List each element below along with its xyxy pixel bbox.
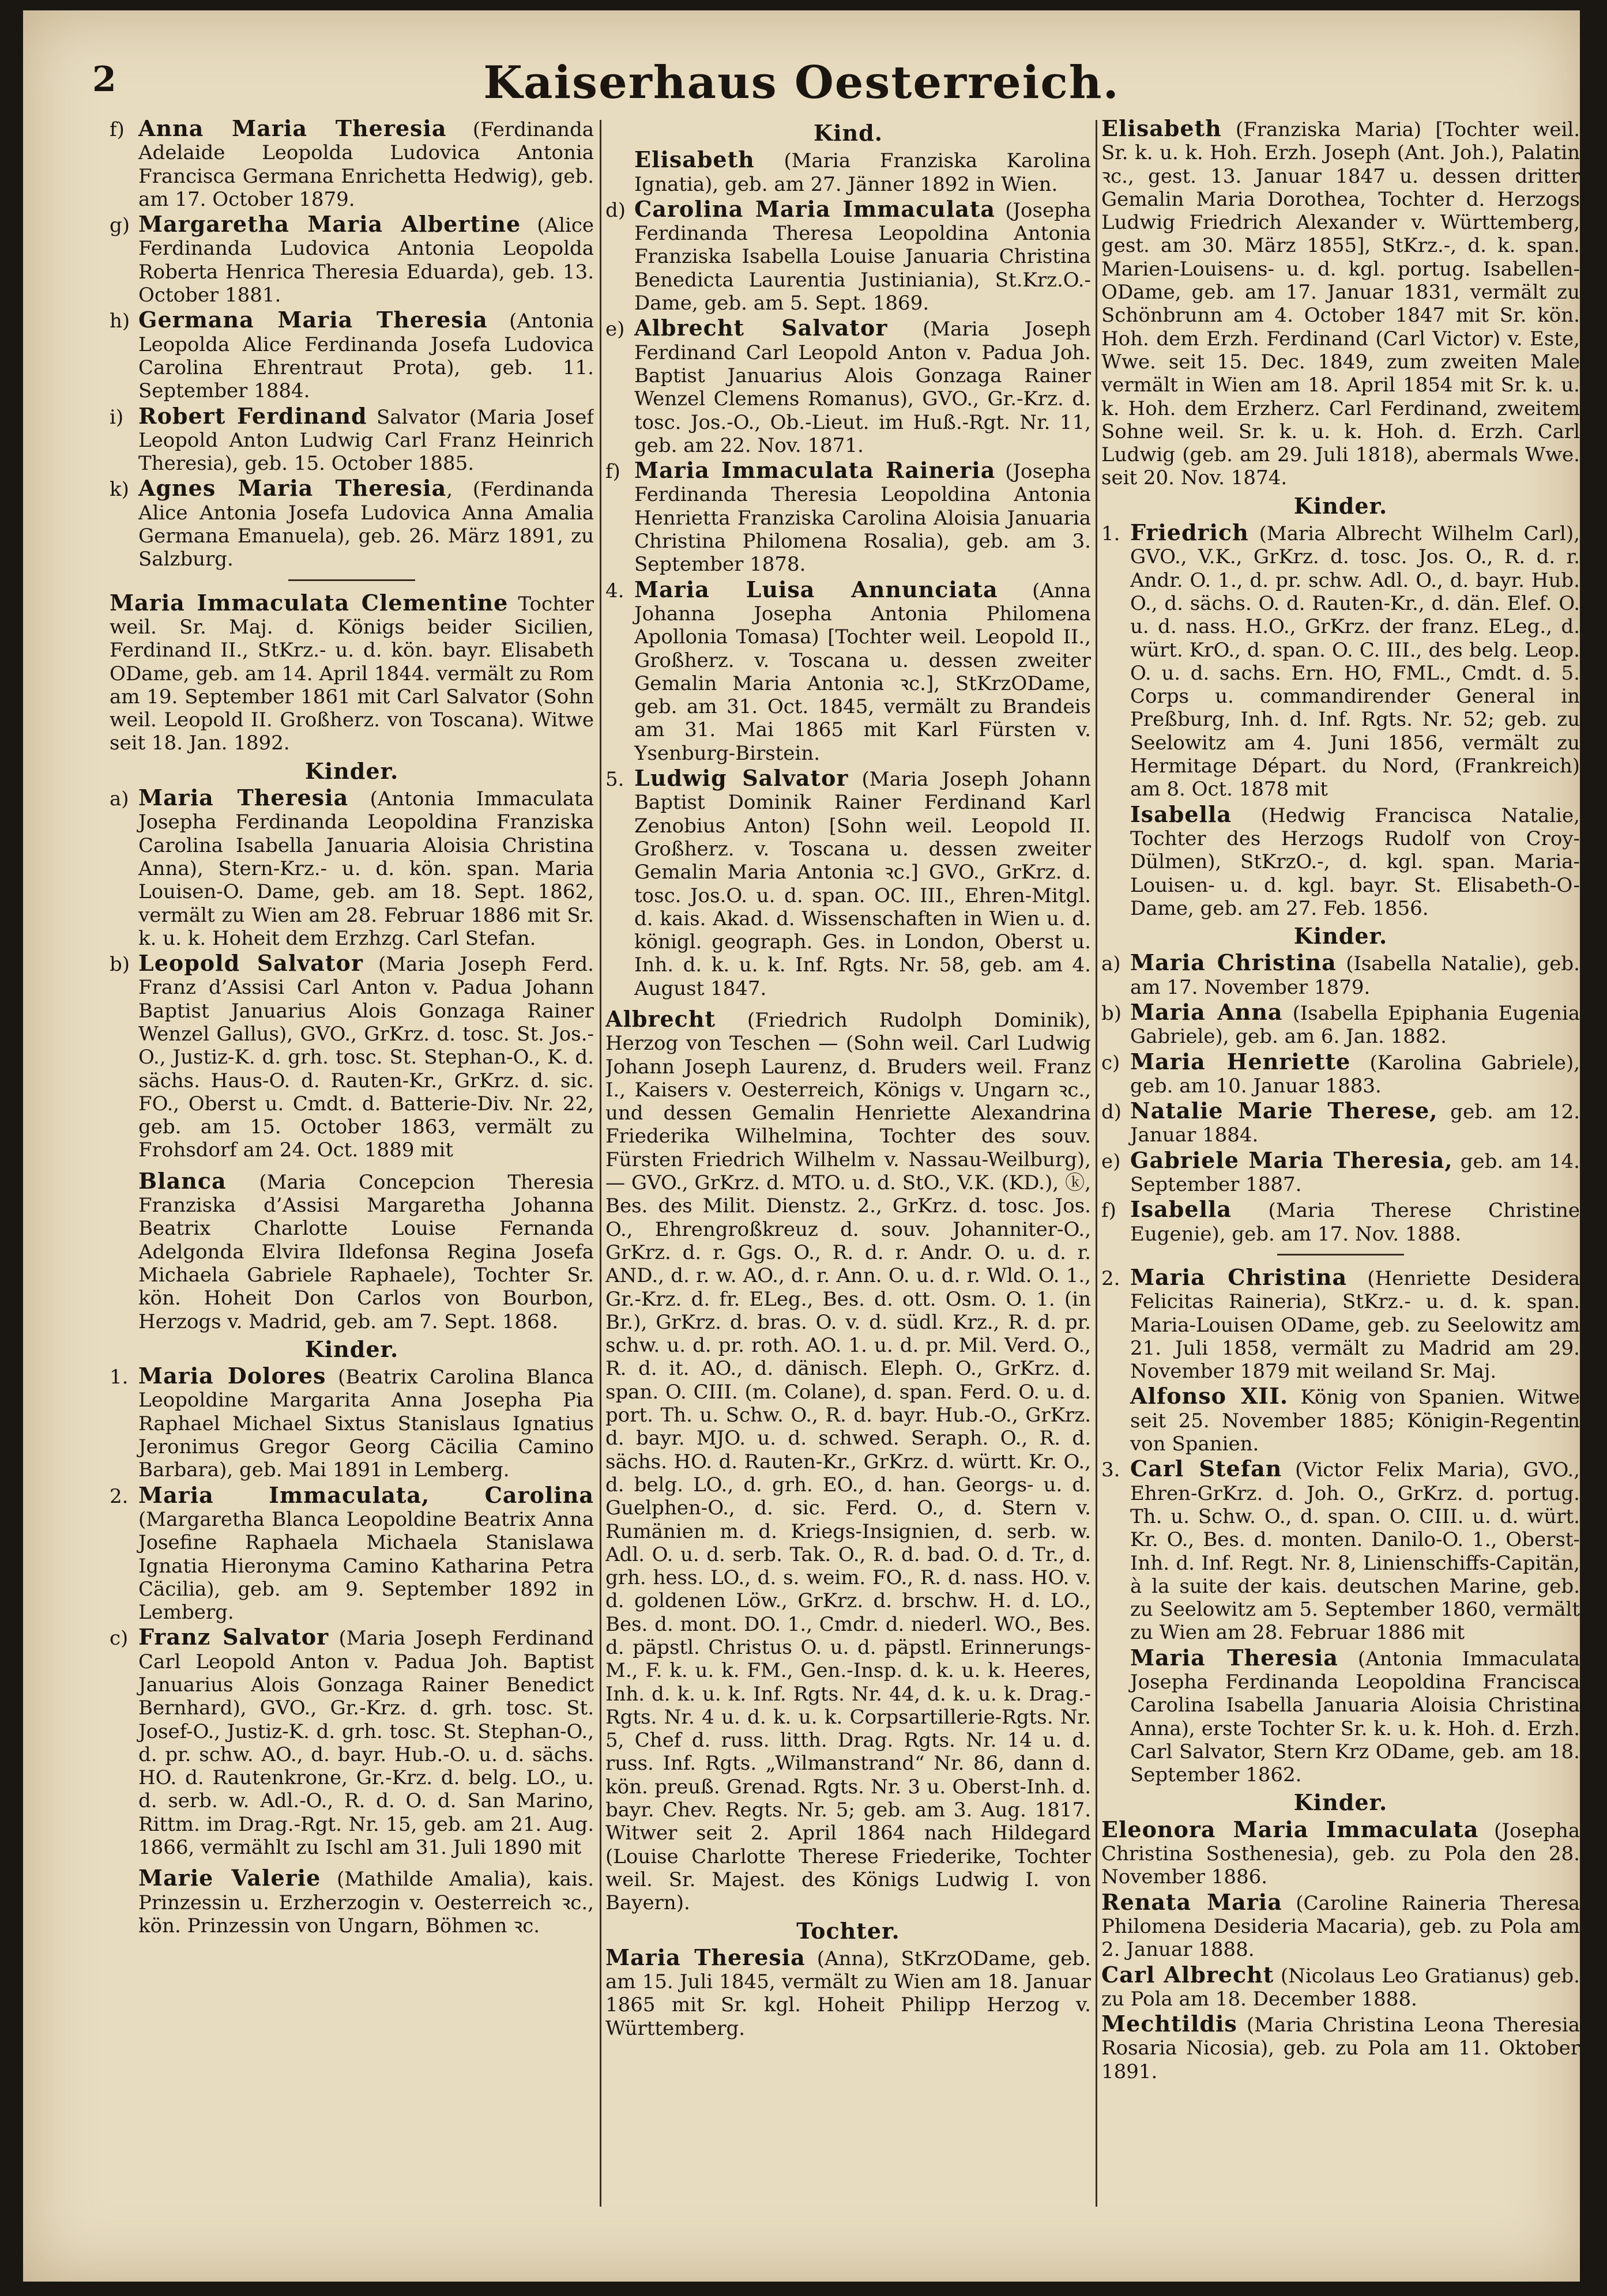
list-item: f) Anna Maria Theresia (Ferdinanda Adelaide Leopolda Ludovica Antonia Francisca Germana Enrichetta Hedwig), geb. am 17. October 1879. xyxy=(110,117,594,211)
list-item: d) Carolina Maria Immaculata (Josepha Ferdinanda Theresa Leopoldina Antonia Franziska Isabella Louise Januaria Christina Benedicta Laurentia Justiniania), St.Krz.O.-Dame, geb. am 5. Sept. 1869. xyxy=(605,195,1091,315)
spouse-entry: Albrecht (Friedrich Rudolph Dominik), Herzog von Teschen — (Sohn weil. Carl Ludwig Johann Joseph Laurenz, d. Bruders weil. Franz I., Kaisers v. Oesterreich, Königs v. Ungarn ꝛc., und dessen Gemalin Henriette Alexandrina Friederika Wilhelmina, Tochter des souv. Fürsten Friedrich Wilhelm v. Nassau-Weilburg), — GVO., GrKrz. d. MTO. u. d. StO., V.K. (KD.), ⓚ, Bes. des Milit. Dienstz. 2., GrKrz. d. tosc. Jos. O., Ehrengroßkreuz d. souv. Johanniter-O., GrKrz. d. r. Ggs. O., R. d. r. Andr. O. u. d. r. AND., d. r. w. AO., d. r. Ann. O. u. d. r. Wld. O. 1., Gr.-Krz. d. fr. ELeg., Bes. d. ott. Osm. O. 1. (in Br.), GrKrz. d. bras. O. v. d. südl. Krz., R. d. pr. schw. u. d. pr. roth. AO. 1. u. d. pr. Mil. Verd. O., R. d. it. AO., d. dänisch. Eleph. O., GrKrz. d. span. O. CIII. (m. Colane), d. span. Ferd. O. u. d. port. Th. u. Schw. O., R. d. bayr. Hub.-O., GrKrz. d. bayr. MJO. u. d. schwed. Seraph. O., R. d. sächs. HO. d. Rauten-Kr., GrKrz. d. württ. Kr. O., d. belg. LO., d. grh. EO., d. han. Georgs- u. d. Guelphen-O., d. sic. Ferd. O., d. Stern v. Rumänien m. d. Kriegs-Insignien, d. serb. w. Adl. O. u. d. serb. Tak. O., R. d. bad. O. d. Tr., d. grh. hess. LO., d. s. weim. FO., R. d. nass. HO. v. d. goldenen Löw., GrKrz. d. brschw. H. d. LO., Bes. d. mont. DO. 1., Cmdr. d. niederl. WO., Bes. d. päpstl. Christus O. u. d. päpstl. Erinnerungs-M., F. k. u. k. FM., Gen.-Insp. d. k. u. k. Heeres, Inh. d. k. u. k. Inf. Rgts. Nr. 44, d. k. u. k. Drag.-Rgts. Nr. 4 u. d. k. u. k. Corpsartillerie-Rgts. Nr. 5, Chef d. russ. litth. Drag. Rgts. Nr. 14 u. d. russ. Inf. Rgts. „Wilmanstrand“ Nr. 86, dann d. kön. preuß. Grenad. Rgts. Nr. 3 u. Oberst-Inh. d. bayr. Chev. Regts. Nr. 5; geb. am 3. Aug. 1817. Witwer seit 2. April 1864 nach Hildegard (Louise Charlotte Therese Friederike, Tochter weil. Sr. Majest. des Königs Ludwig I. von Bayern). xyxy=(605,1005,1091,1915)
spouse-entry: Blanca (Maria Concepcion Theresia Franziska d’Assisi Margaretha Johanna Beatrix Charlotte Louise Fernanda Adelgonda Elvira Ildefonsa Regina Josefa Michaela Gabriele Raphaele), Tochter Sr. kön. Hoheit Don Carlos von Bourbon, Herzogs v. Madrid, geb. am 7. Sept. 1868. xyxy=(138,1167,594,1333)
spouse-entry: Elisabeth (Franziska Maria) [Tochter weil. Sr. k. u. k. Hoh. Erzh. Joseph (Ant. Joh.), Palatin ꝛc., gest. 13. Januar 1847 u. dessen dritter Gemalin Maria Dorothea, Tochter d. Herzogs Ludwig Friedrich Alexander v. Württemberg, gest. am 30. März 1855], StKrz.-, d. k. span. Marien-Louisens- u. d. kgl. portug. Isabellen-ODame, geb. am 17. Januar 1831, vermält zu Schönbrunn am 4. October 1847 mit Sr. kön. Hoh. dem Erzh. Ferdinand (Carl Victor) v. Este, Wwe. seit 15. Dec. 1849, zum zweiten Male vermält in Wien am 18. April 1854 mit Sr. k. u. k. Hoh. dem Erzherz. Carl Ferdinand, zweitem Sohne weil. Sr. k. u. k. Hoh. d. Erzh. Carl Ludwig (geb. am 29. Juli 1818), abermals Wwe. seit 20. Nov. 1874. xyxy=(1101,117,1580,490)
spouse-entry: Alfonso XII. König von Spanien. Witwe seit 25. November 1885; Königin-Regentin von Spanien. xyxy=(1130,1383,1580,1456)
document-page xyxy=(23,10,1580,2282)
list-item: 4. Maria Luisa Annunciata (Anna Johanna Josepha Antonia Philomena Apollonia Tomasa) [Tochter weil. Leopold II., Großherz. v. Toscana u. dessen zweiter Gemalin Maria Antonia ꝛc.], StKrzODame, geb. am 31. Oct. 1845, vermält zu Brandeis am 31. Mai 1865 mit Karl Fürsten v. Ysenburg-Birstein. xyxy=(605,576,1091,765)
list-item: 1. Maria Dolores (Beatrix Carolina Blanca Leopoldine Margarita Anna Josepha Pia Raphael Michael Sixtus Stanislaus Ignatius Jeronimus Gregor Georg Cäcilia Camino Barbara), geb. Mai 1891 in Lemberg. xyxy=(110,1363,594,1482)
spouse-entry: Maria Theresia (Antonia Immaculata Josepha Ferdinanda Leopoldina Francisca Carolina Isabella Januaria Aloisia Christina Anna), erste Tochter Sr. k. u. k. Hoh. d. Erzh. Carl Salvator, Stern Krz ODame, geb. am 18. September 1862. xyxy=(1130,1644,1580,1787)
list-item: Maria Theresia (Anna), StKrzODame, geb. am 15. Juli 1845, vermält zu Wien am 18. Januar 1865 mit Sr. kgl. Hoheit Philipp Herzog v. Württemberg. xyxy=(605,1944,1091,2040)
list-item: b) Leopold Salvator (Maria Joseph Ferd. Franz d’Assisi Carl Anton v. Padua Johann Baptist Januarius Alois Gonzaga Rainer Wenzel Gallus), GVO., GrKrz. d. tosc. St. Jos.-O., Justiz-K. d. grh. tosc. St. Stephan-O., K. d. sächs. Haus-O. d. Rauten-Kr., GrKrz. d. sic. FO., Oberst u. Cmdt. d. Batterie-Div. Nr. 22, geb. am 15. October 1863, vermält zu Frohsdorf am 24. Oct. 1889 mit xyxy=(110,950,594,1162)
section-heading: Tochter. xyxy=(796,1917,900,1944)
list-item: e) Gabriele Maria Theresia, geb. am 14. September 1887. xyxy=(1101,1147,1580,1197)
spouse-entry: Isabella (Hedwig Francisca Natalie, Tochter des Herzogs Rudolf von Croy-Dülmen), StKrzO.-, d. kgl. span. Maria-Louisen- u. d. kgl. bayr. St. Elisabeth-O-Dame, geb. am 27. Feb. 1856. xyxy=(1130,801,1580,920)
list-item: c) Franz Salvator (Maria Joseph Ferdinand Carl Leopold Anton v. Padua Joh. Baptist Januarius Alois Gonzaga Rainer Benedict Bernhard), GVO., Gr.-Krz. d. grh. tosc. St. Josef-O., Justiz-K. d. grh. tosc. St. Stephan-O., d. pr. schw. AO., d. bayr. Hub.-O. u. d. sächs. HO. d. Rautenkrone, Gr.-Krz. d. belg. LO., u. d. serb. w. Adl.-O., R. d. O. d. San Marino, Rittm. im Drag.-Rgt. Nr. 15, geb. am 21. Aug. 1866, vermählt zu Ischl am 31. Juli 1890 mit xyxy=(110,1624,594,1860)
list-item: a) Maria Christina (Isabella Natalie), geb. am 17. November 1879. xyxy=(1101,949,1580,999)
list-item: f) Isabella (Maria Therese Christine Eugenie), geb. am 17. Nov. 1888. xyxy=(1101,1196,1580,1246)
section-heading: Kind. xyxy=(814,120,883,146)
list-item: k) Agnes Maria Theresia, (Ferdinanda Alice Antonia Josefa Ludovica Anna Amalia Germana Emanuela), geb. 26. März 1891, zu Salzburg. xyxy=(110,475,594,571)
column-left xyxy=(110,117,594,2215)
spouse-entry: Maria Immaculata Clementine Tochter weil. Sr. Maj. d. Königs beider Sicilien, Ferdinand II., StKrz.- u. d. kön. bayr. Elisabeth ODame, geb. am 14. April 1844. vermält zu Rom am 19. September 1861 mit Carl Salvator (Sohn weil. Leopold II. Großherz. von Toscana). Witwe seit 18. Jan. 1892. xyxy=(110,589,594,755)
list-item: c) Maria Henriette (Karolina Gabriele), geb. am 10. Januar 1883. xyxy=(1101,1048,1580,1098)
list-item: 2. Maria Immaculata, Carolina (Margaretha Blanca Leopoldine Beatrix Anna Josefine Raphaela Michaela Stanislawa Ignatia Hieronyma Camino Katharina Petra Cäcilia), geb. am 9. September 1892 in Lemberg. xyxy=(110,1481,594,1624)
separator xyxy=(288,579,415,581)
list-item: g) Margaretha Maria Albertine (Alice Ferdinanda Ludovica Antonia Leopolda Roberta Henrica Theresia Eduarda), geb. 13. October 1881. xyxy=(110,211,594,307)
column-right xyxy=(1101,117,1580,2158)
column-rule xyxy=(1096,120,1097,2207)
section-heading: Kinder. xyxy=(1293,1789,1388,1816)
page-number: 2 xyxy=(92,59,116,100)
list-item: 2. Maria Christina (Henriette Desidera Felicitas Raineria), StKrz.- u. d. k. span. Maria-Louisen ODame, geb. zu Seelowitz am 21. Juli 1858, vermält zu Madrid am 29. November 1879 mit weiland Sr. Maj. xyxy=(1101,1264,1580,1383)
list-item: f) Maria Immaculata Raineria (Josepha Ferdinanda Theresia Leopoldina Antonia Henrietta Franziska Carolina Aloisia Januaria Christina Philomena Rosalia), geb. am 3. September 1878. xyxy=(605,457,1091,576)
column-middle xyxy=(605,117,1091,2221)
spouse-entry: Marie Valerie (Mathilde Amalia), kais. Prinzessin u. Erzherzogin v. Oesterreich ꝛc., kön. Prinzessin von Ungarn, Böhmen ꝛc. xyxy=(138,1865,594,1937)
list-item: 1. Friedrich (Maria Albrecht Wilhelm Carl), GVO., V.K., GrKrz. d. tosc. Jos. O., R. d. r. Andr. O. 1., d. pr. schw. Adl. O., d. bayr. Hub. O., d. sächs. O. d. Rauten-Kr., d. dän. Elef. O. u. d. nass. H.O., GrKrz. der franz. ELeg., d. würt. KrO., d. span. O. C. III., des belg. Leop. O. u. d. sachs. Ern. HO, FML., Cmdt. d. 5. Corps u. commandirender General in Preßburg, Inh. d. Inf. Rgts. Nr. 52; geb. zu Seelowitz am 4. Juni 1856, vermält zu Hermitage Départ. du Nord, (Frankreich) am 8. Oct. 1878 mit xyxy=(1101,519,1580,801)
list-item: Carl Albrecht (Nicolaus Leo Gratianus) geb. zu Pola am 18. December 1888. xyxy=(1101,1961,1580,2011)
page-header xyxy=(23,10,1580,114)
section-heading: Kinder. xyxy=(304,1336,399,1362)
list-item: h) Germana Maria Theresia (Antonia Leopolda Alice Ferdinanda Josefa Ludovica Carolina Ehrentraut Prota), geb. 11. September 1884. xyxy=(110,307,594,403)
list-item: 5. Ludwig Salvator (Maria Joseph Johann Baptist Dominik Rainer Ferdinand Karl Zenobius Anton) [Sohn weil. Leopold II. Großherz. v. Toscana u. dessen zweiter Gemalin Maria Antonia ꝛc.] GVO., GrKrz. d. tosc. Jos.O. u. d. span. OC. III., Ehren-Mitgl. d. kais. Akad. d. Wissenschaften in Wien u. d. königl. geograph. Ges. in London, Oberst u. Inh. d. k. u. k. Inf. Rgts. Nr. 58, geb. am 4. August 1847. xyxy=(605,765,1091,1000)
column-rule xyxy=(600,120,601,2207)
list-item: Renata Maria (Caroline Raineria Theresa Philomena Desideria Macaria), geb. zu Pola am 2. Januar 1888. xyxy=(1101,1888,1580,1962)
section-heading: Kinder. xyxy=(1293,923,1388,949)
list-item: i) Robert Ferdinand Salvator (Maria Josef Leopold Anton Ludwig Carl Franz Heinrich Theresia), geb. 15. October 1885. xyxy=(110,402,594,476)
section-heading: Kinder. xyxy=(1293,492,1388,519)
separator xyxy=(1277,1254,1404,1256)
list-item: Eleonora Maria Immaculata (Josepha Christina Sosthenesia), geb. zu Pola den 28. November 1886. xyxy=(1101,1816,1580,1889)
section-heading: Kinder. xyxy=(304,757,399,784)
list-item: b) Maria Anna (Isabella Epiphania Eugenia Gabriele), geb. am 6. Jan. 1882. xyxy=(1101,998,1580,1049)
list-item: e) Albrecht Salvator (Maria Joseph Ferdinand Carl Leopold Anton v. Padua Joh. Baptist Januarius Alois Gonzaga Rainer Wenzel Clemens Romanus), GVO., Gr.-Krz. d. tosc. Jos.-O., Ob.-Lieut. im Huß.-Rgt. Nr. 11, geb. am 22. Nov. 1871. xyxy=(605,315,1091,457)
list-item: d) Natalie Marie Therese, geb. am 12. Januar 1884. xyxy=(1101,1098,1580,1147)
list-item: Elisabeth (Maria Franziska Karolina Ignatia), geb. am 27. Jänner 1892 in Wien. xyxy=(634,146,1091,196)
list-item: a) Maria Theresia (Antonia Immaculata Josepha Ferdinanda Leopoldina Franziska Carolina Isabella Januaria Aloisia Christina Anna), Stern-Krz.- u. d. kön. span. Maria Louisen-O. Dame, geb. am 18. Sept. 1862, vermält zu Wien am 28. Februar 1886 mit Sr. k. u. k. Hoheit dem Erzhzg. Carl Stefan. xyxy=(110,785,594,950)
page-title: Kaiserhaus Oesterreich. xyxy=(483,56,1120,109)
list-item: Mechtildis (Maria Christina Leona Theresia Rosaria Nicosia), geb. zu Pola am 11. Oktober 1891. xyxy=(1101,2011,1580,2083)
list-item: 3. Carl Stefan (Victor Felix Maria), GVO., Ehren-GrKrz. d. Joh. O., GrKrz. d. portug. Th. u. Schw. O., d. span. O. CIII. u. d. würt. Kr. O., Bes. d. monten. Danilo-O. 1., Oberst-Inh. d. Inf. Regt. Nr. 8, Linienschiffs-Capitän, à la suite der kais. deutschen Marine, geb. zu Seelowitz am 5. September 1860, vermält zu Wien am 28. Februar 1886 mit xyxy=(1101,1456,1580,1645)
